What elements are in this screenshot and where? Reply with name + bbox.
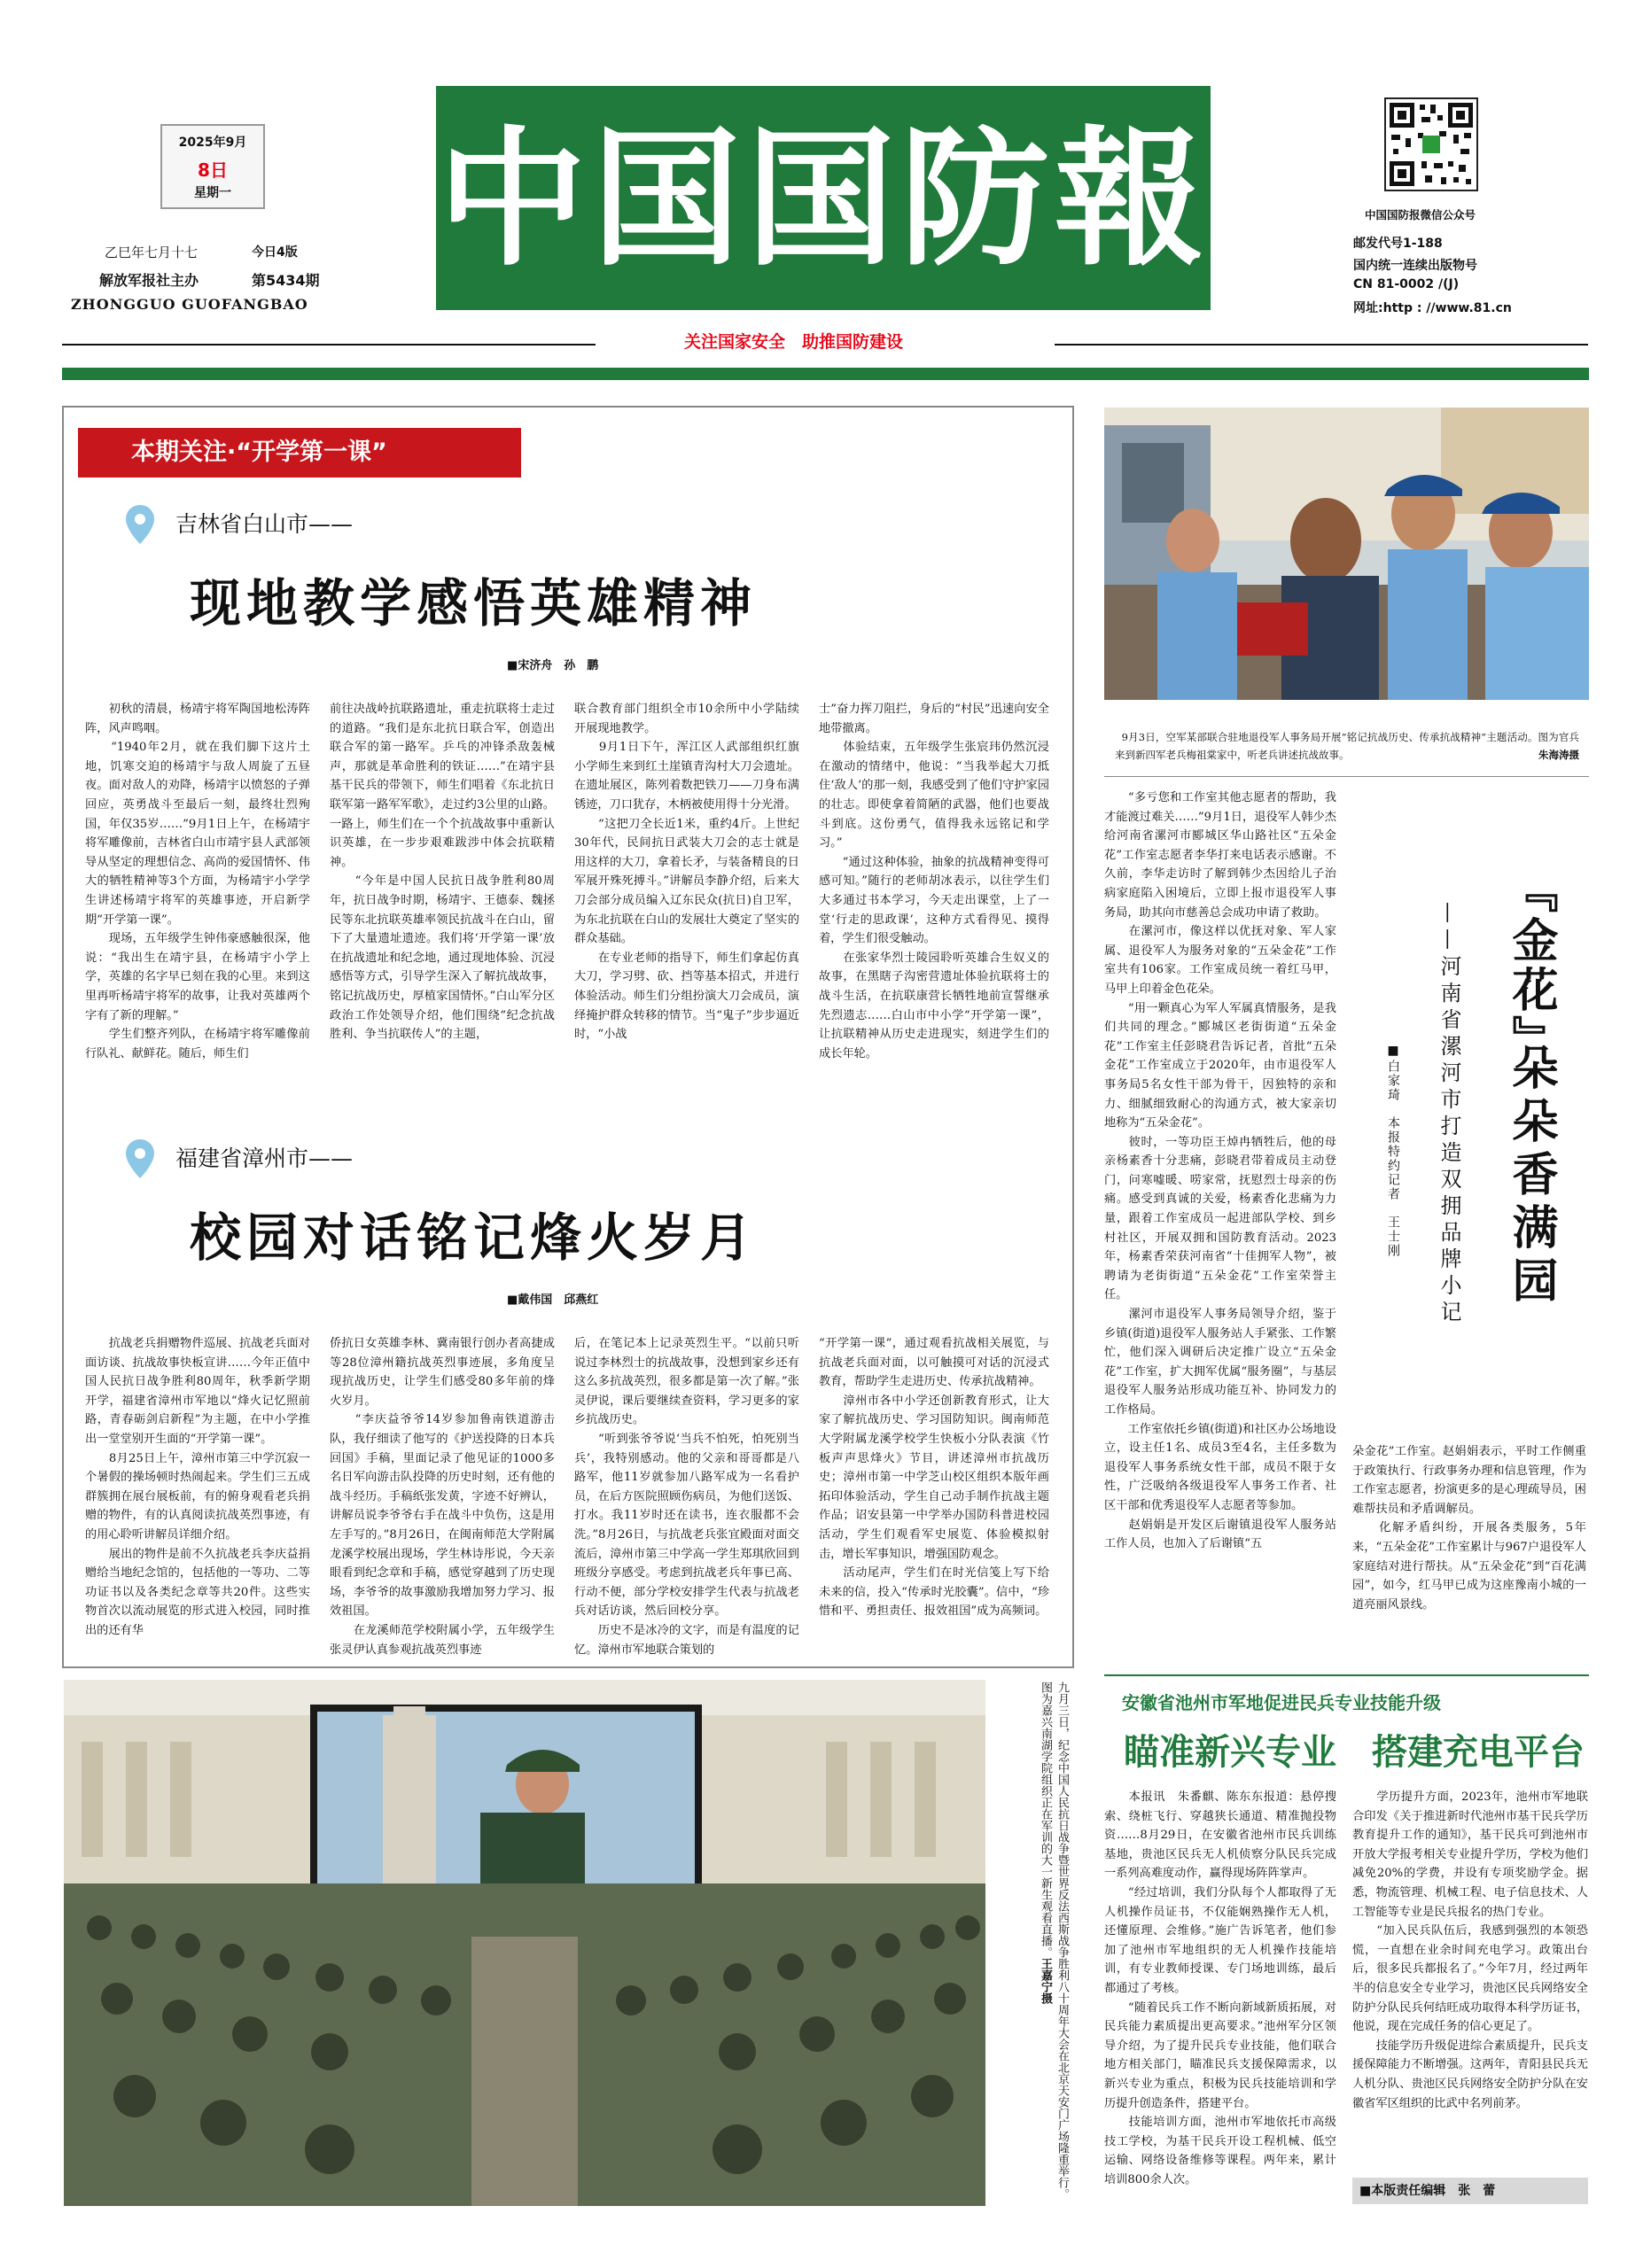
story4-headline: 瞄准新兴专业 搭建充电平台 — [1124, 1732, 1585, 1773]
story1-byline: ■宋济舟 孙 鹏 — [507, 659, 599, 672]
story4-kicker: 安徽省池州市军地促进民兵专业技能升级 — [1122, 1692, 1441, 1713]
story2-column-1: 抗战老兵捐赠物件巡展、抗战老兵面对面访谈、抗战故事快板宣讲……今年正值中国人民抗日战争胜利80周年，秋季新学期开学，福建省漳州市军地以“烽火记忆照前路，青春砺剑启新程”为主题，在中小学推出一堂堂别开生面的“开学第一课”。 8月25日上午，漳州市第三中学沉寂一个暑假的操场顿时热闹起来。学生们三五成群簇拥在展台展板前，有的俯身观看老兵捐赠的物件，有的认真阅读抗战英烈事迹，有的用心聆听讲解员详细介绍。 展出的物件是前不久抗战老兵李庆益捐赠给当地纪念馆的，包括他的一等功、二等功证书以及各类纪念章等共20件。这些实物首次以流动展览的形式进入校园，同时推出的还有华 — [85, 1337, 310, 1637]
photo-bottom-credit: 王嘉宁摄 — [1039, 1958, 1052, 2004]
story3-headline-top: 『金花』 — [1504, 866, 1557, 1065]
qr-code — [1384, 97, 1478, 191]
story3-headline-bottom: 朵朵香满园 — [1504, 1044, 1557, 1309]
story4-column-1: 本报讯 朱番麒、陈东东报道：悬停搜索、绕桩飞行、穿越狭长通道、精准抛投物资……8月29日，在安徽省池州市民兵训练基地，贵池区民兵无人机侦察分队民兵完成一系列高难度动作，赢得现场阵阵掌声。 “经过培训，我们分队每个人都取得了无人机操作员证书，不仅能娴熟操作无人机，还懂原理、会维修。”施广告诉笔者，他们参加了池州市军地组织的无人机操作技能培训，有专业教师授课、专门场地训练，最后都通过了考核。 “随着民兵工作不断向新域新质拓展，对民兵能力素质提出更高要求。”池州军分区领导介绍，为了提升民兵专业技能，他们联合地方相关部门，瞄准民兵支援保障需求，以新兴专业为重点，积极为民兵技能培训和学历提升创造条件，搭建平台。 技能培训方面，池州市军地依托市高级技工学校，为基干民兵开设工程机械、低空运输、网络设备维修等课程。两年来，累计培训800余人次。 — [1104, 1790, 1336, 2186]
story1-column-3: 联合教育部门组织全市10余所中小学陆续开展现地教学。 9月1日下午，浑江区人武部组织红旗小学师生来到红土崖镇青沟村大刀会遗址。在遗址展区，陈列着数把铁刀——刀身布满锈迹，刀口犹存，木柄被使用得十分光滑。 “这把刀全长近1米，重约4斤。上世纪30年代，民间抗日武装大刀会的志士就是用这样的大刀，拿着长矛，与装备精良的日军展开殊死搏斗。”讲解员李静介绍，后来大刀会部分成员编入辽东民众(抗日)自卫军，为东北抗联在白山的发展壮大奠定了坚实的群众基础。 在专业老师的指导下，师生们拿起仿真大刀，学习劈、砍、挡等基本招式，并进行体验活动。师生们分组扮演大刀会成员，演绎掩护群众转移的情节。当“鬼子”步步逼近时，“小战 — [574, 703, 799, 1042]
story2-headline: 校园对话铭记烽火岁月 — [190, 1208, 758, 1268]
postal-code: 邮发代号1-188 — [1353, 237, 1443, 251]
date-weekday: 星期一 — [194, 186, 231, 200]
location-pin-icon — [124, 503, 156, 546]
pinyin-title: ZHONGGUO GUOFANGBAO — [71, 296, 308, 313]
story1-column-1: 初秋的清晨，杨靖宇将军陶国地松涛阵阵，风声鸣咽。 “1940年2月，就在我们脚下这片土地，饥寒交迫的杨靖宇与敌人周旋了五昼夜。面对敌人的劝降，杨靖宇以愤怒的子弹回应，英勇战斗至最后一刻，最终壮烈殉国，年仅35岁……”9月1日上午，在杨靖宇将军雕像前，吉林省白山市靖宇县人武部领导从坚定的理想信念、高尚的爱国情怀、伟大的牺牲精神等3个方面，为杨靖宇小学学生讲述杨靖宇将军的英雄事迹，开启新学期“开学第一课”。 现场，五年级学生钟伟豪感触很深，他说：“我出生在靖宇县，在杨靖宇小学上学，英雄的名字早已刻在我的心里。来到这里再听杨靖宇将军的故事，让我对英雄两个字有了新的理解。” 学生们整齐列队，在杨靖宇将军雕像前行队礼、献鲜花。随后，师生们 — [85, 703, 310, 1060]
masthead-title: 中国国防報 — [438, 110, 1209, 286]
date-year-month: 2025年9月 — [178, 136, 247, 150]
photo-top-caption — [1115, 711, 1579, 765]
story1-location: 吉林省白山市—— — [175, 511, 354, 537]
photo-veteran-visit — [1104, 408, 1589, 700]
slogan: 关注国家安全 助推国防建设 — [684, 332, 904, 352]
masthead-green-rule — [62, 368, 1589, 380]
issue-number: 第5434期 — [252, 272, 320, 289]
story1-column-2: 前往决战岭抗联路遗址，重走抗联将士走过的道路。“我们是东北抗日联合军，创造出联合军的第一路军。乒乓的冲锋杀敌轰械声，那就是革命胜利的铁证……”在靖宇县基干民兵的带领下，师生们唱着《东北抗日联军第一路军军歌》，走过约3公里的山路。一路上，师生们在一个个抗战故事中重新认识英雄，在一步步艰难跋涉中体会抗联精神。 “今年是中国人民抗日战争胜利80周年，抗日战争时期，杨靖宇、王德泰、魏拯民等东北抗联英雄率领民抗战斗在白山，留下了大量遗址遗迹。我们将‘开学第一课’放在抗战遗址和纪念地，通过现地体验、沉浸感悟等方式，引导学生深入了解抗战故事，铭记抗战历史，厚植家国情怀。”白山军分区政治工作处领导介绍，他们围绕“纪念抗战胜利、争当抗联传人”的主题， — [330, 703, 555, 1042]
photo-top-caption-text: 9月3日，空军某部联合驻地退役军人事务局开展“铭记抗战历史、传承抗战精神”主题活动。图为官兵来到新四军老兵梅祖棠家中，听老兵讲述抗战故事。 — [1115, 731, 1579, 761]
photo-military-training — [64, 1680, 985, 2206]
section-rule-right — [1104, 1674, 1589, 1676]
story2-location: 福建省漳州市—— — [175, 1146, 354, 1171]
masthead-title-block — [436, 86, 1211, 310]
story2-column-2: 侨抗日女英雄李林、冀南银行创办者高捷成等28位漳州籍抗战英烈事迹展，多角度呈现抗战历史，让学生们感受80多年前的烽火岁月。 “李庆益爷爷14岁参加鲁南铁道游击队，我仔细读了他写的《护送投降的日本兵回国》手稿，里面记录了他见证的1000多名日军向游击队投降的历史时刻，还有他的战斗经历。手稿纸张发黄，字迹不好辨认，讲解员说李爷爷右手在战斗中负伤，这是用左手写的。”8月26日，在闽南师范大学附属龙溪学校展出现场，学生林诗彤说，今天亲眼看到纪念章和手稿，感觉穿越到了历史现场，李爷爷的故事激励我增加努力学习、报效祖国。 在龙溪师范学校附属小学，五年级学生张灵伊认真参观抗战英烈事迹 — [330, 1337, 555, 1657]
date-day: 8日 — [198, 159, 228, 181]
page-editor: ■本版责任编辑 张 蕾 — [1352, 2178, 1588, 2204]
story4-column-2: 学历提升方面，2023年，池州市军地联合印发《关于推进新时代池州市基干民兵学历教育提升工作的通知》，基干民兵可到池州市开放大学报考相关专业提升学历，学校为他们减免20%的学费，并设有专项奖励学金。据悉，物流管理、机械工程、电子信息技术、人工智能等专业是民兵报名的热门专业。 “加入民兵队伍后，我感到强烈的本领恐慌，一直想在业余时间充电学习。政策出台后，很多民兵都报名了。”今年7月，经过两年半的信息安全专业学习，贵池区民兵网络安全防护分队民兵何结旺成功取得本科学历证书，他说，现在完成任务的信心更足了。 技能学历升级促进综合素质提升，民兵支援保障能力不断增强。这两年，青阳县民兵无人机分队、贵池区民兵网络安全防护分队在安徽省军区组织的比武中名列前茅。 — [1352, 1790, 1588, 2110]
qr-code-graphic — [1386, 99, 1476, 190]
story3-subhead: ——河南省漯河市打造双拥品牌小记 — [1437, 902, 1461, 1327]
story1-column-4: 士”奋力挥刀阻拦，身后的“村民”迅速向安全地带撤离。 体验结束，五年级学生张宸玮仍然沉浸在激动的情绪中，他说：“当我举起大刀抵住‘敌人’的那一刻，我感受到了他们守护家园的壮志。即使拿着简陋的武器，他们也要战斗到底。这份勇气，值得我永远铭记和学习。” “通过这种体验，抽象的抗战精神变得可感可知。”随行的老师胡冰表示，以往学生们大多通过书本学习，今天走出课堂，上了一堂‘行走的思政课’，这种方式看得见、摸得着，学生们很受触动。 在张家华烈士陵园聆听英雄合生奴义的故事，在黑瞎子沟密营遗址体验抗联将士的战斗生活，在抗联康营长牺牲地前宣誓继承先烈遗志……白山市中小学“开学第一课”，让抗联精神从历史走进现实，刻进学生们的成长年轮。 — [819, 703, 1049, 1060]
photo-top-credit: 朱海涛摄 — [1538, 749, 1579, 761]
feature-banner: 本期关注·“开学第一课” — [78, 428, 521, 478]
location-pin-icon — [124, 1138, 156, 1180]
photo-bottom-caption — [994, 1682, 1071, 2206]
story3-byline: ■白家琦 本报特约记者 王士刚 — [1386, 1044, 1400, 1258]
slogan-rule-right — [1055, 344, 1588, 346]
story1-headline: 现地教学感悟英雄精神 — [190, 573, 758, 633]
photo-top-rule — [1104, 776, 1589, 777]
lunar-date: 乙巳年七月十七 — [105, 245, 199, 260]
qr-caption: 中国国防报微信公众号 — [1365, 208, 1476, 221]
story2-byline: ■戴伟国 邱燕红 — [507, 1293, 599, 1307]
cn-number: CN 81-0002 /(J) — [1353, 277, 1460, 291]
photo-bottom-caption-text: 九月三日，纪念中国人民抗日战争暨世界反法西斯战争胜利八十周年大会在北京天安门广场隆重举行。图为嘉兴南湖学院组织正在军训的大一新生观看直播。 — [1039, 1682, 1069, 2200]
slogan-rule-left — [62, 344, 596, 346]
pages-count: 今日4版 — [252, 245, 298, 260]
date-box — [160, 124, 265, 209]
story2-column-4: “开学第一课”，通过观看抗战相关展览，与抗战老兵面对面，以可触摸可对话的沉浸式教育，帮助学生走进历史、传承抗战精神。 漳州市各中小学还创新教育形式，让大家了解抗战历史、学习国防知识。闽南师范大学附属龙溪学校学生快板小分队表演《竹板声声思烽火》节目，讲述漳州市抗战历史；漳州市第一中学芝山校区组织本版年画拓印体验活动，学生自己动手制作抗战主题作品；诏安县第一中学举办国防科普进校园活动，学生们观看军史展览、体验模拟射击，增长军事知识，增强国防观念。 活动尾声，学生们在时光信笺上写下给未来的信，投入“传承时光胶囊”。信中，“珍惜和平、勇担责任、报效祖国”成为高频词。 — [819, 1337, 1049, 1619]
website: 网址:http : //www.81.cn — [1353, 301, 1512, 315]
story3-column-2: 朵金花”工作室。赵娟娟表示，平时工作侧重于政策执行、行政事务办理和信息管理，作为工作室志愿者，扮演更多的是心理疏导员，困难帮扶员和矛盾调解员。 化解矛盾纠纷，开展各类服务，5年来，“五朵金花”工作室累计与967户退役军人家庭结对进行帮扶。从“五朵金花”到“百花满园”，如今，红马甲已成为这座豫南小城的一道亮丽风景线。 — [1352, 1445, 1586, 1612]
story3-column-1: “多亏您和工作室其他志愿者的帮助，我才能渡过难关……”9月1日，退役军人韩少杰给河南省漯河市郾城区华山路社区“五朵金花”工作室志愿者李华打来电话表示感谢。不久前，李华走访时了解到韩少杰因给儿子治病家庭陷入困境后，立即上报市退役军人事务局，助其向市慈善总会成功申请了救助。 在漯河市，像这样以优抚对象、军人家属、退役军人为服务对象的“五朵金花”工作室共有106家。工作室成员统一着红马甲，马甲上印着金色花朵。 “用一颗真心为军人军属真情服务，是我们共同的理念。”郾城区老街街道“五朵金花”工作室主任彭晓君告诉记者，首批“五朵金花”工作室成立于2020年，由市退役军人事务局5名女性干部为骨干，因独特的亲和力、细腻细致耐心的沟通方式，被大家亲切地称为“五朵金花”。 彼时，一等功臣王焯冉牺牲后，他的母亲杨素香十分悲痛，彭晓君带着成员主动登门，问寒嘘暖、唠家常，抚慰烈士母亲的伤痛。感受到真诚的关爱，杨素香化悲痛为力量，跟着工作室成员一起进部队学校、到乡村社区，开展双拥和国防教育活动。2023年，杨素香荣获河南省“十佳拥军人物”，被聘请为老街街道“五朵金花”工作室荣誉主任。 漯河市退役军人事务局领导介绍，鉴于乡镇(街道)退役军人服务站人手紧张、工作繁忙，他们深入调研后决定推广设立“五朵金花”工作室，扩大拥军优属“服务圈”，与基层退役军人服务站形成功能互补、协同发力的工作格局。 工作室依托乡镇(街道)和社区办公场地设立，设主任1名、成员3至4名，主任多数为退役军人事务系统女性干部，成员不限于女性，广泛吸纳各级退役军人事务工作者、社区干部和优秀退役军人志愿者等参加。 赵娟娟是开发区后谢镇退役军人服务站工作人员，也加入了后谢镇“五 — [1104, 791, 1336, 1551]
story2-column-3: 后，在笔记本上记录英烈生平。“以前只听说过李林烈士的抗战故事，没想到家乡还有这么多抗战英烈，很多都是第一次了解。”张灵伊说，课后要继续查资料，学习更多的家乡抗战历史。 “听到张爷爷说‘当兵不怕死，怕死别当兵’，我特别感动。他的父亲和哥哥都是八路军，他11岁就参加八路军成为一名看护员，在后方医院照顾伤病员，为他们送饭、打水。我11岁时还在读书，连衣服都不会洗。”8月26日，与抗战老兵张宜殿面对面交流后，漳州市第三中学高一学生郑琪欣回到班级分享感受。考虑到抗战老兵年事已高、行动不便，部分学校安排学生代表与抗战老兵对话访谈，然后回校分享。 历史不是冰冷的文字，而是有温度的记忆。漳州市军地联合策划的 — [574, 1337, 799, 1657]
cn-label: 国内统一连续出版物号 — [1353, 259, 1477, 273]
sponsor: 解放军报社主办 — [99, 272, 199, 289]
